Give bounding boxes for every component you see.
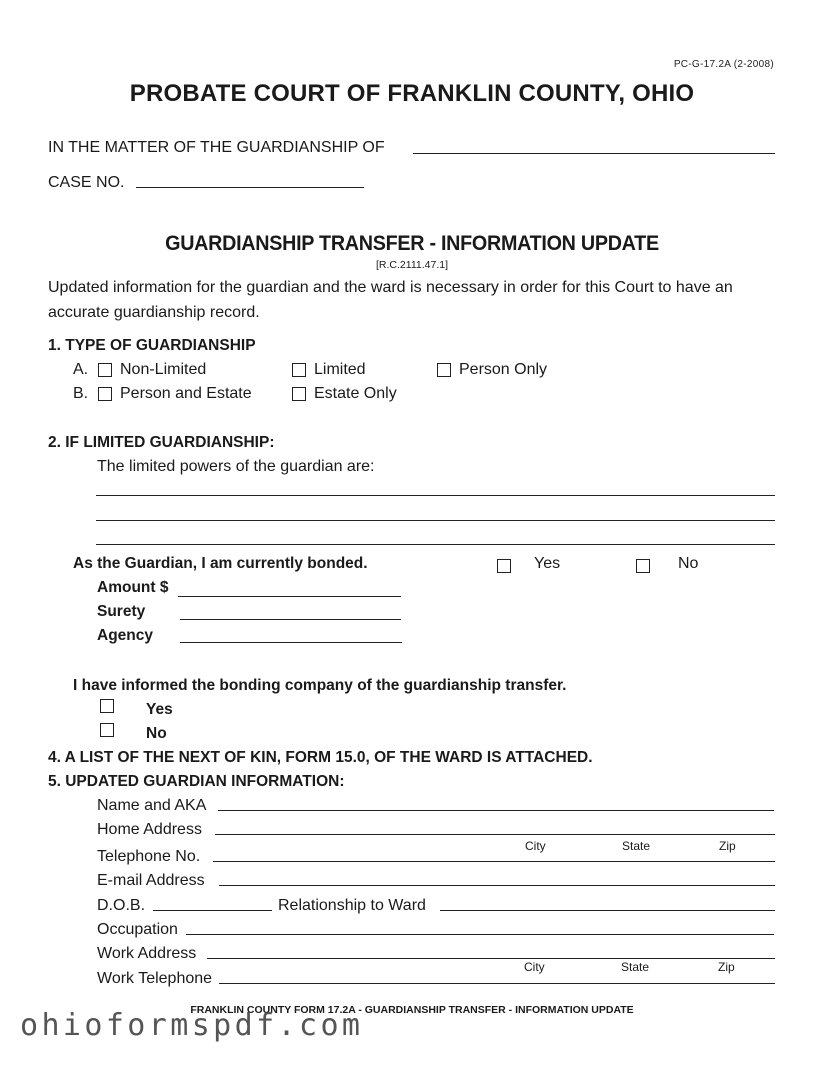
label-person-only: Person Only [459, 361, 548, 378]
section4-text: 4. A LIST OF THE NEXT OF KIN, FORM 15.0, OF THE WARD IS ATTACHED. [48, 749, 593, 766]
checkbox-informed-yes[interactable] [100, 699, 114, 713]
limited-powers-line-3[interactable] [96, 544, 775, 545]
form-title: GUARDIANSHIP TRANSFER - INFORMATION UPDATE [165, 232, 659, 255]
dob-field[interactable] [153, 910, 272, 911]
relationship-label: Relationship to Ward [278, 897, 426, 914]
surety-field[interactable] [180, 619, 401, 620]
case-label: CASE NO. [48, 174, 125, 191]
telephone-field[interactable] [213, 861, 775, 862]
checkbox-person-only[interactable] [437, 363, 451, 377]
occupation-label: Occupation [97, 921, 178, 938]
checkbox-informed-no[interactable] [100, 723, 114, 737]
dob-label: D.O.B. [97, 897, 146, 914]
amount-field[interactable] [178, 596, 401, 597]
checkbox-bonded-no[interactable] [636, 559, 650, 573]
form-id: PC-G-17.2A (2-2008) [673, 59, 774, 70]
section2-heading: 2. IF LIMITED GUARDIANSHIP: [48, 434, 275, 451]
limited-powers-label: The limited powers of the guardian are: [97, 458, 375, 475]
work-telephone-field[interactable] [219, 983, 775, 984]
checkbox-person-estate[interactable] [98, 387, 112, 401]
label-estate-only: Estate Only [314, 385, 397, 402]
email-label: E-mail Address [97, 872, 205, 889]
bond-question: As the Guardian, I am currently bonded. [73, 555, 368, 572]
bonding-company-statement: I have informed the bonding company of the guardianship transfer. [73, 677, 567, 694]
home-city-caption: City [525, 839, 546, 853]
matter-label: IN THE MATTER OF THE GUARDIANSHIP OF [48, 139, 385, 156]
intro-text: Updated information for the guardian and the ward is necessary in order for this Court to have an accurate guardianship record. [48, 279, 733, 321]
work-address-label: Work Address [97, 945, 197, 962]
checkbox-limited[interactable] [292, 363, 306, 377]
telephone-label: Telephone No. [97, 848, 201, 865]
label-non-limited: Non-Limited [120, 361, 207, 378]
home-address-field[interactable] [215, 834, 775, 835]
footer-form-title: FRANKLIN COUNTY FORM 17.2A - GUARDIANSHIP TRANSFER - INFORMATION UPDATE [190, 1004, 634, 1016]
section5-heading: 5. UPDATED GUARDIAN INFORMATION: [48, 773, 345, 790]
row-a-label: A. [73, 361, 89, 378]
label-limited: Limited [314, 361, 366, 378]
label-bonded-yes: Yes [534, 555, 561, 572]
section1-heading: 1. TYPE OF GUARDIANSHIP [48, 337, 256, 354]
work-telephone-label: Work Telephone [97, 970, 213, 987]
agency-label: Agency [97, 627, 153, 644]
watermark: ohioformspdf.com [20, 1008, 364, 1043]
home-zip-caption: Zip [719, 839, 736, 853]
checkbox-bonded-yes[interactable] [497, 559, 511, 573]
checkbox-non-limited[interactable] [98, 363, 112, 377]
checkbox-estate-only[interactable] [292, 387, 306, 401]
label-informed-no: No [146, 725, 167, 742]
agency-field[interactable] [180, 642, 402, 643]
limited-powers-line-1[interactable] [96, 495, 775, 496]
limited-powers-line-2[interactable] [96, 520, 775, 521]
statute-reference: [R.C.2111.47.1] [376, 259, 448, 271]
home-state-caption: State [622, 839, 651, 853]
label-informed-yes: Yes [146, 701, 173, 718]
work-zip-caption: Zip [718, 960, 735, 974]
case-number-field[interactable] [136, 187, 364, 188]
email-field[interactable] [219, 885, 775, 886]
label-person-estate: Person and Estate [120, 385, 252, 402]
label-bonded-no: No [678, 555, 699, 572]
surety-label: Surety [97, 603, 146, 620]
work-address-field[interactable] [207, 958, 775, 959]
occupation-field[interactable] [186, 934, 774, 935]
home-address-label: Home Address [97, 821, 202, 838]
court-title: PROBATE COURT OF FRANKLIN COUNTY, OHIO [129, 80, 695, 107]
amount-label: Amount $ [97, 579, 169, 596]
name-aka-label: Name and AKA [97, 797, 207, 814]
work-city-caption: City [524, 960, 545, 974]
name-aka-field[interactable] [218, 810, 774, 811]
work-state-caption: State [621, 960, 650, 974]
matter-field[interactable] [413, 153, 775, 154]
row-b-label: B. [73, 385, 89, 402]
relationship-field[interactable] [440, 910, 775, 911]
